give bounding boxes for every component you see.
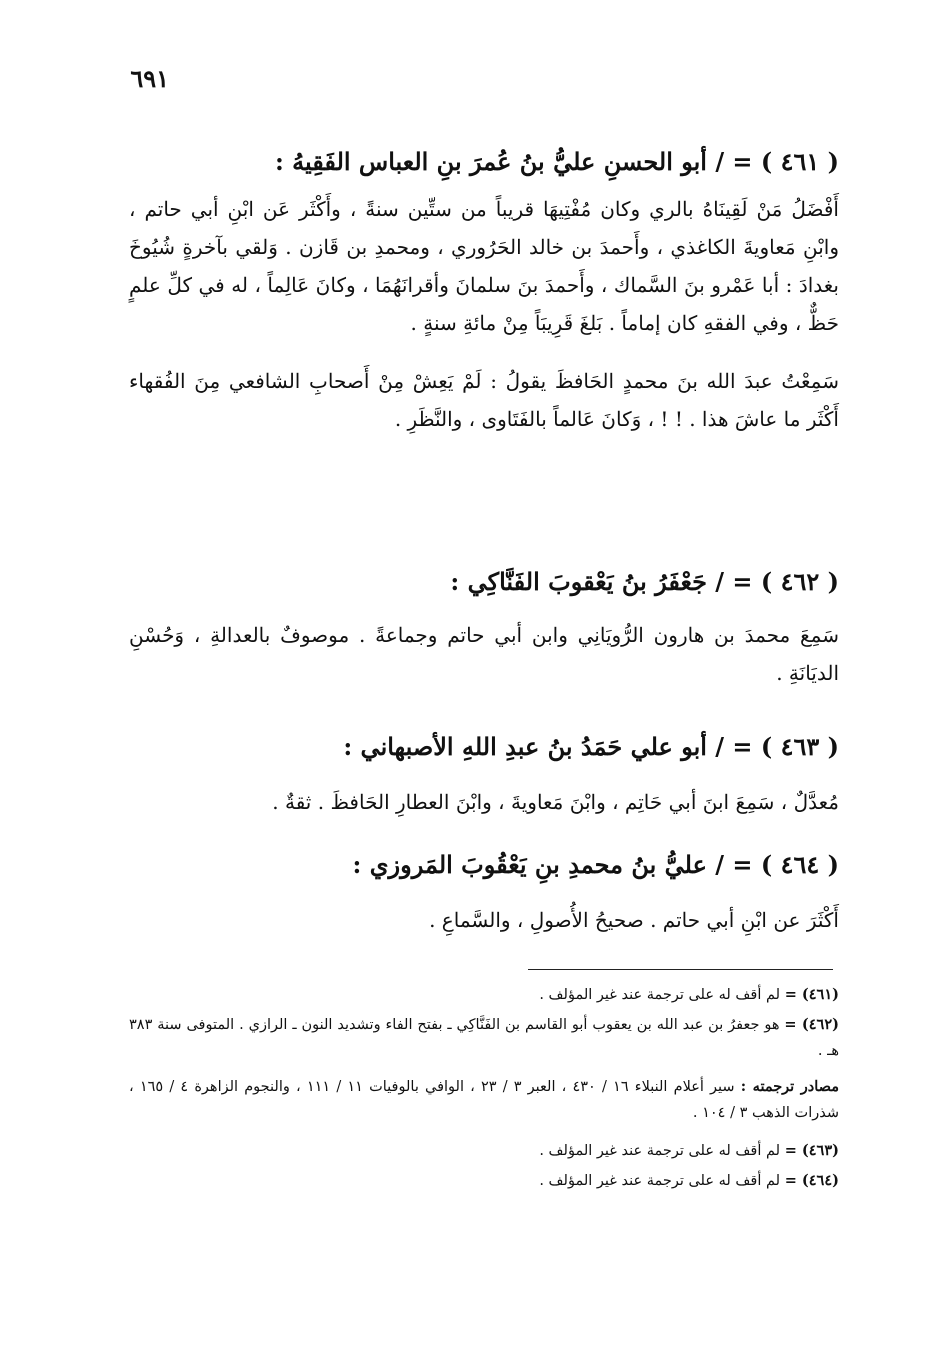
footnote-ref: مصادر ترجمته : <box>740 1078 840 1095</box>
entry-462 <box>129 562 839 692</box>
entry-paragraph: سَمِعْتُ عبدَ الله بنَ محمدٍ الحَافظَ يقولُ : لَمْ يَعِشْ مِنْ أَصحابِ الشافعي مِنَ الفُقهاء أَكْثَر ما عاشَ هذا . ! ! ، وَكانَ عَالماً بالفَتَاوى ، والنَّظَرِ . <box>129 369 839 431</box>
footnote <box>129 1168 839 1194</box>
entry-heading: ( ٤٦٣ ) = / أبو علي حَمَدُ بنُ عبدِ اللهِ الأصبهاني : <box>343 732 839 761</box>
entry-paragraph: مُعدَّلٌ ، سَمِعَ ابنَ أبي حَاتِم ، وابْنَ مَعاويةَ ، وابْنَ العطارِ الحَافظَ . ثقةٌ . <box>272 790 839 814</box>
footnote-ref: (٤٦١) = <box>784 986 839 1003</box>
footnote <box>129 982 839 1008</box>
footnote <box>129 1074 839 1126</box>
footnote-ref: (٤٦٣) = <box>784 1142 839 1159</box>
footnote-text: هو جعفرُ بن عبد الله بن يعقوب أبو القاسم بن الفَنَّاكِي ـ بفتح الفاء وتشديد النون ـ الرازي . المتوفى سنة ٣٨٣ هـ . <box>129 1017 839 1059</box>
entry-heading: ( ٤٦٤ ) = / عليُّ بنُ محمدِ بنِ يَعْقُوبَ المَروزي : <box>352 850 839 879</box>
entry-paragraph: سَمِعَ محمدَ بن هارون الرُّويَانِي وابن أبي حاتم وجماعةً . موصوفٌ بالعدالةِ ، وَحُسْنِ الديَانَةِ . <box>129 623 840 685</box>
entry-heading: ( ٤٦١ ) = / أبو الحسنِ عليُّ بنُ عُمرَ بنِ العباس الفَقِيهُ : <box>274 147 839 176</box>
footnote <box>129 1138 839 1164</box>
footnote-divider <box>528 969 833 970</box>
footnote-ref: (٤٦٢) = <box>784 1016 839 1033</box>
footnote <box>129 1012 839 1064</box>
page-number: ٦٩١ <box>130 64 169 93</box>
entry-461 <box>129 142 839 438</box>
entry-464 <box>129 845 839 939</box>
entry-heading: ( ٤٦٢ ) = / جَعْفَرُ بنُ يَعْقوبَ الفَنَّاكِي : <box>450 567 839 596</box>
footnote-text: لم أقف له على ترجمة عند غير المؤلف . <box>539 1143 781 1159</box>
entry-paragraph: أَكْثَرَ عن ابْنِ أبي حاتم . صحيحُ الأُصولِ ، والسَّماعِ . <box>429 908 839 932</box>
entry-paragraph: أَفْضَلُ مَنْ لَقِينَاهُ بالري وكان مُفْتِيهَا قريباً من ستِّين سنةً ، وأَكْثَر عَن ابْنِ أبي حاتم ، وابْنِ مَعاويةَ الكاغذي ، وأَحمدَ بن خالد الحَرُوري ، ومحمدِ بن قَازن . وَلقي بآخرةٍ شُيُوخَ بغدادَ : أبا عَمْرو بنَ السَّماك ، وأَحمدَ بنَ سلمانَ وأقرانَهُمَا ، وكانَ عَالِماً ، له في كلِّ علمٍ حَظٌّ ، وفي الفقهِ كان إماماً . بَلغَ قَرِيبَاً مِنْ مائةِ سنةٍ . <box>129 197 839 335</box>
footnotes <box>129 982 839 1194</box>
footnote-text: لم أقف له على ترجمة عند غير المؤلف . <box>539 1173 781 1189</box>
entry-463 <box>129 727 839 821</box>
footnote-text: سير أعلام النبلاء ١٦ / ٤٣٠ ، العبر ٣ / ٢٣ ، الوافي بالوفيات ١١ / ١١١ ، والنجوم الزاهرة ٤ / ١٦٥ ، شذرات الذهب ٣ / ١٠٤ . <box>129 1079 839 1121</box>
footnote-ref: (٤٦٤) = <box>784 1172 839 1189</box>
footnote-text: لم أقف له على ترجمة عند غير المؤلف . <box>539 987 781 1003</box>
